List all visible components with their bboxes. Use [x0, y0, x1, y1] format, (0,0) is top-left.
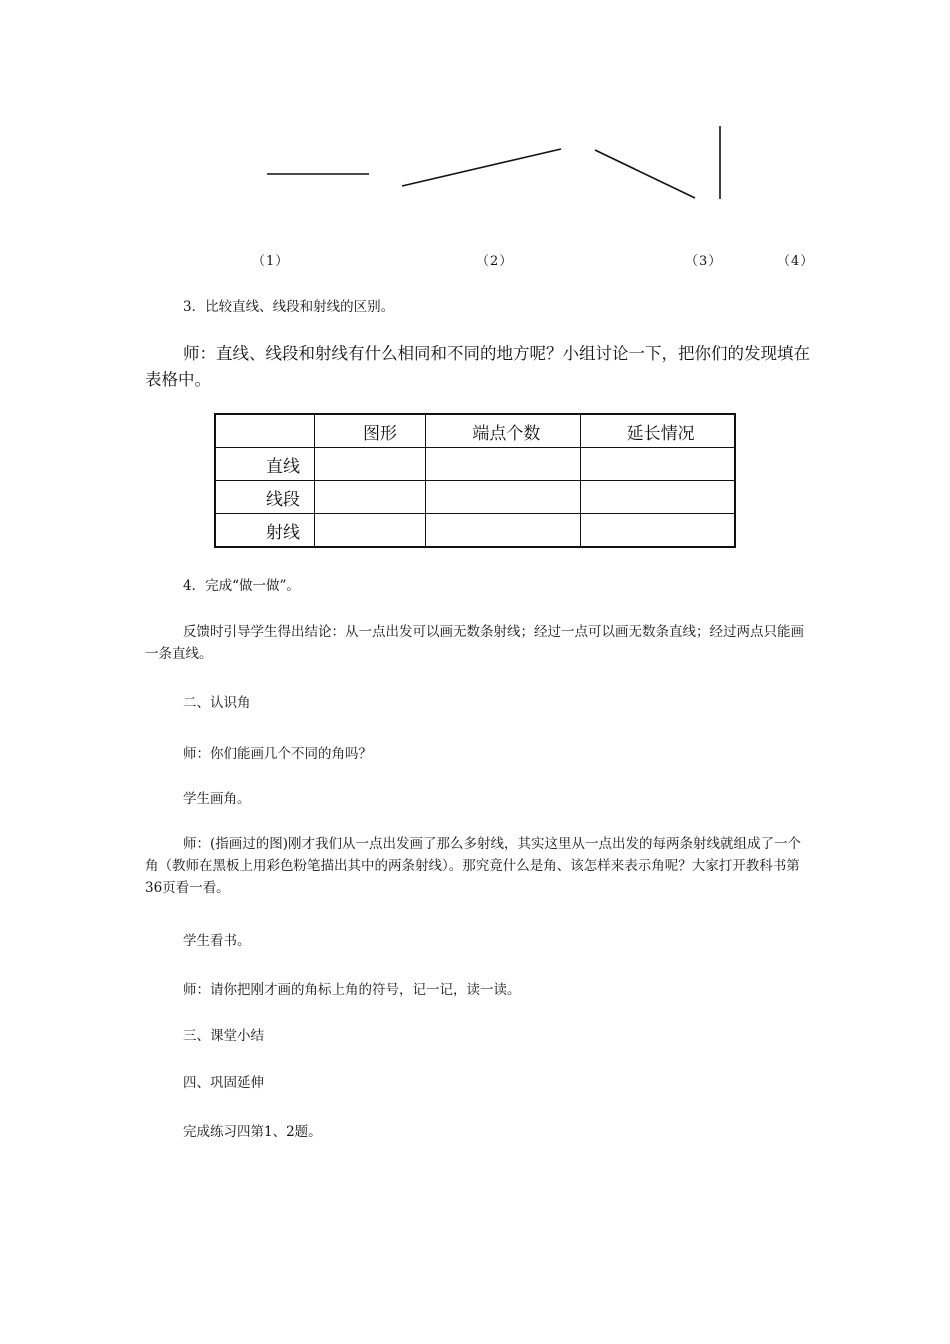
paragraph-draw-question: 师：你们能画几个不同的角吗？ [183, 746, 372, 762]
line-drawings [0, 0, 950, 280]
table-header-cell: 图形 [315, 414, 426, 448]
figure-label-2: （2） [476, 254, 514, 269]
table-row-label: 线段 [215, 481, 315, 514]
table-cell [426, 481, 580, 514]
table-row [215, 448, 735, 481]
comparison-table [214, 413, 736, 548]
section-heading-summary: 三、课堂小结 [183, 1028, 264, 1044]
table-cell [580, 448, 735, 481]
paragraph-4: 4．完成“做一做”。 [183, 578, 300, 594]
paragraph-exercise: 完成练习四第1、2题。 [183, 1124, 322, 1140]
paragraph-read-book: 学生看书。 [183, 933, 251, 949]
paragraph-mark-symbol: 师：请你把刚才画的角标上角的符号，记一记，读一读。 [183, 982, 521, 998]
figure-label-3: （3） [685, 254, 723, 269]
table-header-cell: 延长情况 [580, 414, 735, 448]
figure-label-4: （4） [777, 254, 815, 269]
table-header-cell: 端点个数 [426, 414, 580, 448]
table-cell [315, 448, 426, 481]
paragraph-teacher-question: 师：直线、线段和射线有什么相同和不同的地方呢？小组讨论一下，把你们的发现填在表格中。 [145, 344, 810, 389]
table-cell [315, 481, 426, 514]
paragraph-students-draw: 学生画角。 [183, 791, 251, 807]
table-cell [580, 514, 735, 548]
table-cell [426, 448, 580, 481]
table-header-cell [215, 414, 315, 448]
table-cell [426, 514, 580, 548]
paragraph-3: 3．比较直线、线段和射线的区别。 [183, 299, 395, 315]
table-row [215, 514, 735, 548]
table-row-label: 射线 [215, 514, 315, 548]
figure-label-1: （1） [252, 254, 290, 269]
table-row-label: 直线 [215, 448, 315, 481]
table-cell [580, 481, 735, 514]
section-heading-consolidate: 四、巩固延伸 [183, 1075, 264, 1091]
table-header-row [215, 414, 735, 448]
table-row [215, 481, 735, 514]
segment-2 [402, 149, 561, 186]
table-cell [315, 514, 426, 548]
paragraph-explanation: 师：(指画过的图)刚才我们从一点出发画了那么多射线，其实这里从一点出发的每两条射线就组成了一个角（教师在黑板上用彩色粉笔描出其中的两条射线）。那究竟什么是角、该怎样来表示角呢？大家打开教科书第36页看一看。 [145, 836, 802, 896]
segment-3 [595, 150, 695, 198]
section-heading-angle: 二、认识角 [183, 695, 251, 711]
line-figure [0, 0, 950, 280]
paragraph-feedback: 反馈时引导学生得出结论：从一点出发可以画无数条射线；经过一点可以画无数条直线；经过两点只能画一条直线。 [145, 624, 804, 662]
